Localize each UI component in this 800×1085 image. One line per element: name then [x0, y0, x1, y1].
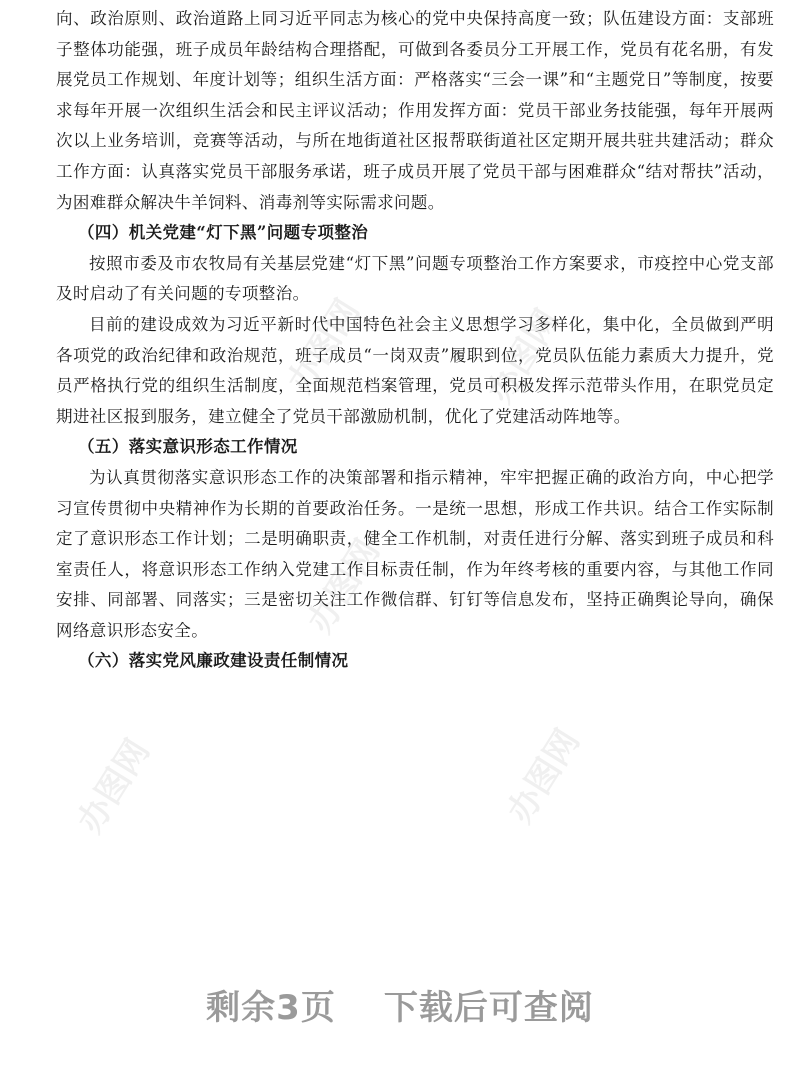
download-to-view-label: 下载后可查阅: [383, 988, 594, 1028]
paragraph: 为认真贯彻落实意识形态工作的决策部署和指示精神，牢牢把握正确的政治方向，中心把学习宣传贯彻中央精神作为长期的首要政治任务。一是统一思想，形成工作共识。结合工作实际制定了意识形态工作计划；二是明确职责，健全工作机制，对责任进行分解、落实到班子成员和科室责任人，将意识形态工作纳入党建工作目标责任制，作为年终考核的重要内容，与其他工作同安排、同部署、同落实；三是密切关注工作微信群、钉钉等信息发布，坚持正确舆论导向，确保网络意识形态安全。: [56, 467, 774, 640]
section-heading-6: （六）落实党风廉政建设责任制情况: [78, 651, 349, 671]
remaining-pages-label: 剩余3页: [206, 988, 336, 1028]
paragraph: 向、政治原则、政治道路上同习近平同志为核心的党中央保持高度一致；队伍建设方面：支部班子整体功能强，班子成员年龄结构合理搭配，可做到各委员分工开展工作，党员有花名册，有发展党员工作规划、年度计划等；组织生活方面：严格落实“三会一课”和“主题党日”等制度，按要求每年开展一次组织生活会和民主评议活动；作用发挥方面：党员干部业务技能强，每年开展两次以上业务培训，竞赛等活动，与所在地街道社区报帮联街道社区定期开展共驻共建活动；群众工作方面：认真落实党员干部服务承诺，班子成员开展了党员干部与困难群众“结对帮扶”活动，为困难群众解决牛羊饲料、消毒剂等实际需求问题。: [56, 9, 774, 212]
download-prompt[interactable]: [0, 980, 800, 1029]
paragraph: 按照市委及市农牧局有关基层党建“灯下黑”问题专项整治工作方案要求，市疫控中心党支部及时启动了有关问题的专项整治。: [56, 253, 774, 304]
watermark: 办图网: [69, 732, 158, 841]
watermark: 办图网: [479, 302, 568, 411]
watermark: 办图网: [499, 722, 588, 831]
document-body: [56, 4, 774, 677]
watermark: 办图网: [279, 292, 368, 401]
section-heading-4: （四）机关党建“灯下黑”问题专项整治: [78, 223, 369, 243]
watermark: 办图网: [299, 532, 388, 641]
paragraph: 目前的建设成效为习近平新时代中国特色社会主义思想学习多样化，集中化，全员做到严明各项党的政治纪律和政治规范，班子成员“一岗双责”履职到位，党员队伍能力素质大力提升，党员严格执行党的组织生活制度，全面规范档案管理，党员可积极发挥示范带头作用，在职党员定期进社区报到服务，建立健全了党员干部激励机制，优化了党建活动阵地等。: [56, 314, 774, 426]
section-heading-5: （五）落实意识形态工作情况: [78, 437, 298, 457]
